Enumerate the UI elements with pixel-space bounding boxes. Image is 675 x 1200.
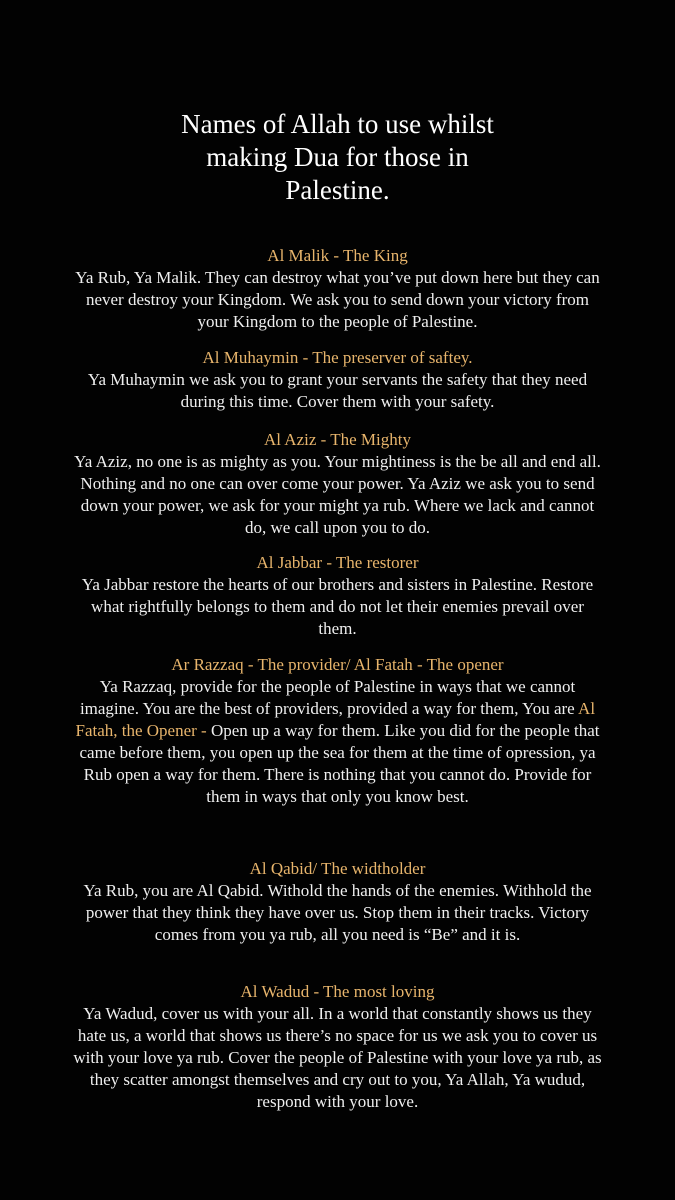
section-body: Ya Aziz, no one is as mighty as you. Your mightiness is the be all and end all. Nothing and no one can over come your power. Ya Aziz we ask you to send down your power, we ask for your might ya rub. Where we lack and cannot do, we call upon you to do. (74, 452, 601, 537)
section-body: Ya Rub, Ya Malik. They can destroy what you’ve put down here but they can never destroy your Kingdom. We ask you to send down your victory from your Kingdom to the people of Palestine. (75, 268, 600, 331)
section-heading: Al Malik - The King (267, 246, 408, 265)
section-al-muhaymin (70, 347, 605, 413)
section-ar-razzaq-al-fatah (70, 654, 605, 808)
section-heading: Al Wadud - The most loving (240, 982, 435, 1001)
section-al-jabbar (70, 552, 605, 640)
section-heading: Al Muhaymin - The preserver of saftey. (202, 348, 473, 367)
body-part-after: Open up a way for them. Like you did for the people that came before them, you open up the sea for them at the time of opression, ya Rub open a way for them. There is nothing that you cannot do. Provide for them in ways that only you know best. (79, 721, 600, 806)
section-body: Ya Jabbar restore the hearts of our brothers and sisters in Palestine. Restore what rightfully belongs to them and do not let their enemies prevail over them. (81, 575, 594, 638)
section-al-malik (70, 245, 605, 333)
section-body: Ya Wadud, cover us with your all. In a world that constantly shows us they hate us, a world that shows us there’s no space for us we ask you to cover us with your love ya rub. Cover the people of Palestine with your love ya rub, as they scatter amongst themselves and cry out to you, Ya Allah, Ya wudud, respond with your love. (73, 1004, 602, 1111)
section-body: Ya Rub, you are Al Qabid. Withold the hands of the enemies. Withhold the power that they think they have over us. Stop them in their tracks. Victory comes from you ya rub, all you need is “Be” and it is. (83, 881, 592, 944)
section-heading: Al Qabid/ The widtholder (249, 859, 426, 878)
section-heading: Al Jabbar - The restorer (256, 553, 419, 572)
section-heading: Ar Razzaq - The provider/ Al Fatah - The opener (171, 655, 504, 674)
section-body: Ya Muhaymin we ask you to grant your servants the safety that they need during this time. Cover them with your safety. (87, 370, 588, 411)
title-line-2: making Dua for those in (206, 142, 469, 172)
title-line-1: Names of Allah to use whilst (181, 109, 494, 139)
section-al-wadud (70, 981, 605, 1113)
page-title (0, 108, 675, 207)
section-body (70, 676, 605, 808)
section-al-qabid (70, 858, 605, 946)
section-al-aziz (70, 429, 605, 539)
body-part-before: Ya Razzaq, provide for the people of Palestine in ways that we cannot imagine. You are the best of providers, provided a way for them, You are (79, 677, 579, 718)
section-heading: Al Aziz - The Mighty (264, 430, 411, 449)
title-line-3: Palestine. (285, 175, 390, 205)
body-highlight-al-fatah: Al Fatah, the Opener - (75, 699, 596, 740)
